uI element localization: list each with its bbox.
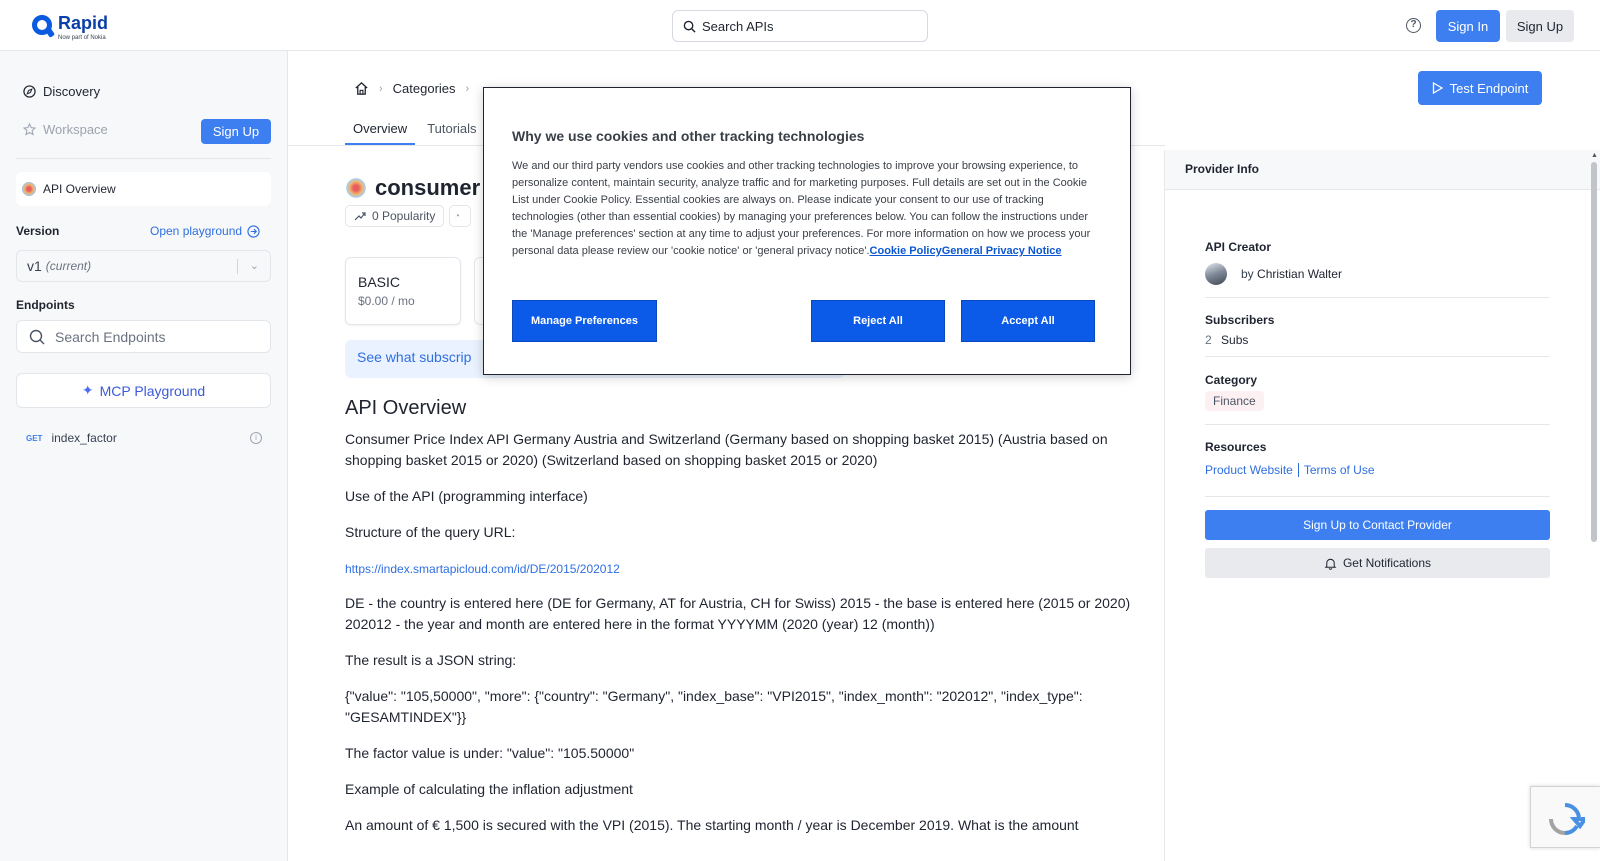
left-sidebar bbox=[0, 51, 288, 861]
scroll-up-arrow[interactable]: ▲ bbox=[1591, 152, 1598, 159]
creator-line bbox=[1241, 267, 1342, 281]
test-endpoint-button[interactable] bbox=[1418, 71, 1542, 105]
search-placeholder: Search APIs bbox=[702, 18, 774, 34]
plan-price: $0.00 / mo bbox=[358, 294, 415, 308]
mcp-playground-button[interactable] bbox=[16, 373, 271, 408]
resources-label: Resources bbox=[1205, 440, 1267, 454]
api-logo-icon bbox=[345, 177, 367, 199]
play-icon bbox=[1432, 82, 1443, 94]
open-playground-link[interactable] bbox=[150, 224, 260, 238]
cookie-consent-dialog bbox=[483, 87, 1131, 375]
provider-info-heading: Provider Info bbox=[1165, 150, 1600, 190]
subscribers-label: Subscribers bbox=[1205, 313, 1275, 327]
overview-heading: API Overview bbox=[345, 397, 467, 419]
logo-text: Rapid bbox=[58, 13, 109, 33]
cookie-body-text: We and our third party vendors use cookies and other tracking technologies to improve your browsing experience, to personalize content, maintain security, analyze traffic and for marketing purposes. Full details are set out in the Cookie List under Cookie Policy. Essential cookies are always on. Please indicate your consent to our use of tracking technologies (other than essential cookies) by managing your preferences below. You can follow the instructions under the 'Manage preferences' section at any time to adjust your preferences. For more information on how we process your personal data please review our 'cookie notice' or 'general privacy notice'. bbox=[512, 160, 1091, 257]
subscribers-count bbox=[1205, 333, 1248, 347]
contact-provider-button[interactable]: Sign Up to Contact Provider bbox=[1205, 510, 1550, 540]
paragraph: Example of calculating the inflation adjustment bbox=[345, 781, 633, 797]
endpoints-label: Endpoints bbox=[16, 298, 75, 312]
terms-of-use-link[interactable]: Terms of Use bbox=[1303, 463, 1375, 477]
api-overview-content bbox=[345, 397, 1135, 851]
search-icon bbox=[683, 20, 696, 33]
sidebar-sign-up-button[interactable]: Sign Up bbox=[201, 119, 271, 144]
version-note: (current) bbox=[45, 259, 92, 273]
api-creator-label: API Creator bbox=[1205, 240, 1272, 254]
help-icon[interactable]: ? bbox=[1406, 18, 1421, 33]
recaptcha-badge[interactable] bbox=[1530, 786, 1600, 848]
sidebar-item-label: API Overview bbox=[43, 182, 116, 196]
mcp-playground-label: MCP Playground bbox=[99, 382, 206, 399]
query-url-link[interactable]: https://index.smartapicloud.com/id/DE/2015/202012 bbox=[345, 562, 620, 576]
select-separator bbox=[237, 259, 238, 274]
cookie-dialog-body bbox=[512, 158, 1102, 260]
see-subscriptions-banner[interactable]: See what subscrip bbox=[345, 340, 845, 378]
divider bbox=[1205, 356, 1550, 357]
sidebar-item-label: Workspace bbox=[43, 122, 108, 137]
avatar[interactable] bbox=[1205, 263, 1227, 285]
divider bbox=[1205, 297, 1550, 298]
reject-all-button[interactable]: Reject All bbox=[811, 300, 945, 342]
rss-icon: ◔ bbox=[454, 210, 461, 222]
creator-name[interactable]: Christian Walter bbox=[1257, 267, 1342, 281]
test-endpoint-label: Test Endpoint bbox=[1449, 80, 1529, 96]
creator-by: by bbox=[1241, 267, 1254, 281]
recaptcha-icon bbox=[1545, 801, 1585, 837]
chip-partial bbox=[449, 205, 471, 227]
search-apis-input[interactable] bbox=[672, 10, 928, 42]
endpoint-item[interactable] bbox=[26, 431, 117, 445]
star-icon bbox=[22, 123, 36, 137]
search-endpoints-placeholder: Search Endpoints bbox=[55, 328, 166, 345]
link-separator bbox=[1298, 463, 1299, 477]
paragraph: An amount of € 1,500 is secured with the VPI (2015). The starting month / year is December 2019. What is the amount bbox=[345, 817, 1079, 833]
paragraph: Consumer Price Index API Germany Austria and Switzerland (Germany based on shopping basket 2015) (Austria based on shopping basket 2015 or 2020) (Switzerland based on shopping basket 2015 or 2020) bbox=[345, 431, 1108, 468]
version-value: v1 bbox=[27, 258, 42, 274]
sidebar-item-discovery[interactable] bbox=[22, 84, 100, 99]
search-icon bbox=[29, 329, 45, 345]
divider bbox=[1205, 496, 1550, 497]
arrow-circle-icon bbox=[247, 225, 260, 238]
endpoint-name: index_factor bbox=[51, 431, 117, 445]
tab-tutorials[interactable]: Tutorials bbox=[427, 121, 477, 136]
accept-all-button[interactable]: Accept All bbox=[961, 300, 1095, 342]
paragraph: The factor value is under: "value": "105.50000" bbox=[345, 745, 635, 761]
get-notifications-button[interactable] bbox=[1205, 548, 1550, 578]
get-notifications-label: Get Notifications bbox=[1342, 556, 1432, 570]
scrollbar-thumb[interactable] bbox=[1591, 162, 1597, 542]
divider bbox=[16, 158, 271, 159]
sparkle-icon: ✦ bbox=[81, 382, 94, 398]
cookie-dialog-title: Why we use cookies and other tracking technologies bbox=[512, 128, 865, 144]
top-bar bbox=[0, 0, 1600, 51]
sidebar-item-label: Discovery bbox=[43, 84, 101, 99]
breadcrumb bbox=[354, 81, 479, 96]
api-title bbox=[345, 175, 480, 201]
product-website-link[interactable]: Product Website bbox=[1205, 463, 1293, 477]
chevron-right-icon: › bbox=[379, 82, 383, 95]
sidebar-item-workspace[interactable] bbox=[22, 122, 108, 137]
compass-icon bbox=[22, 85, 36, 99]
provider-info-panel bbox=[1164, 150, 1600, 861]
api-logo-icon bbox=[22, 182, 36, 196]
plan-card-basic[interactable] bbox=[345, 257, 461, 325]
paragraph: Use of the API (programming interface) bbox=[345, 488, 588, 504]
trend-up-icon bbox=[354, 211, 366, 221]
manage-preferences-button[interactable]: Manage Preferences bbox=[512, 300, 657, 342]
info-icon[interactable]: i bbox=[250, 432, 262, 444]
rapid-logo[interactable] bbox=[32, 13, 109, 41]
breadcrumb-categories[interactable]: Categories bbox=[392, 81, 456, 96]
divider bbox=[1205, 424, 1550, 425]
privacy-notice-link[interactable]: General Privacy Notice bbox=[941, 245, 1062, 257]
chevron-down-icon: ⌄ bbox=[249, 260, 259, 272]
home-icon[interactable] bbox=[354, 81, 369, 96]
tab-bar bbox=[345, 121, 485, 145]
popularity-text: 0 Popularity bbox=[372, 209, 436, 223]
sidebar-item-api-overview[interactable] bbox=[16, 172, 271, 206]
chevron-right-icon: › bbox=[465, 82, 470, 95]
rapid-logo-icon bbox=[32, 15, 52, 35]
subscribers-unit: Subs bbox=[1221, 333, 1249, 347]
subscribers-number: 2 bbox=[1205, 333, 1212, 347]
method-badge: GET bbox=[26, 433, 43, 443]
sign-in-button[interactable]: Sign In bbox=[1436, 10, 1500, 42]
search-endpoints-input[interactable] bbox=[16, 320, 271, 353]
sign-up-button[interactable]: Sign Up bbox=[1506, 10, 1574, 42]
plan-name: BASIC bbox=[358, 274, 401, 290]
version-select[interactable] bbox=[16, 250, 271, 282]
version-label: Version bbox=[16, 224, 60, 238]
bell-icon bbox=[1324, 557, 1337, 570]
paragraph: Structure of the query URL: bbox=[345, 524, 516, 540]
open-playground-label: Open playground bbox=[150, 224, 243, 238]
api-title-text: consumer bbox=[375, 175, 481, 200]
paragraph: The result is a JSON string: bbox=[345, 652, 517, 668]
paragraph: {"value": "105,50000", "more": {"country": "Germany", "index_base": "VPI2015", "index_month": "202012", "index_type": "GESAMTINDEX"}} bbox=[345, 688, 1083, 725]
tab-overview[interactable]: Overview bbox=[345, 121, 415, 145]
paragraph: DE - the country is entered here (DE for Germany, AT for Austria, CH for Swiss) 2015 - the base is entered here (2015 or 2020) 202012 - the year and month are entered here in the format YYYYMM (2020 (year) 12 (month)) bbox=[345, 595, 1131, 632]
category-label: Category bbox=[1205, 373, 1258, 387]
logo-subtext: Now part of Nokia bbox=[58, 35, 106, 41]
popularity-chip bbox=[345, 205, 444, 227]
resources-links bbox=[1205, 463, 1375, 477]
category-badge[interactable]: Finance bbox=[1205, 391, 1264, 411]
cookie-policy-link[interactable]: Cookie Policy bbox=[869, 245, 942, 257]
